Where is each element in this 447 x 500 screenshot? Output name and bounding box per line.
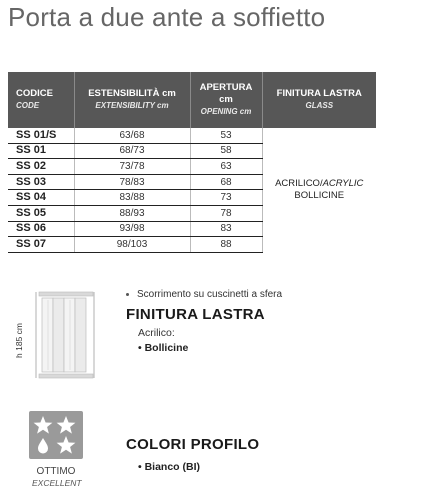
cell-extensibility: 83/88 [74,190,190,206]
feature-text: Scorrimento su cuscinetti a sfera [137,289,283,300]
cell-opening: 68 [190,174,262,190]
cell-glass-finish: ACRILICO/ACRYLIC BOLLICINE [275,178,364,202]
cell-extensibility: 88/93 [74,205,190,221]
table-row [8,128,376,143]
header-extensibility-en: EXTENSIBILITY cm [95,101,169,110]
cell-code: SS 07 [8,237,74,253]
header-code-en: CODE [16,101,40,110]
feature-note [126,289,282,300]
header-glass-en: GLASS [305,101,334,110]
cell-opening: 73 [190,190,262,206]
glass-material-label: Acrilico: [138,327,175,339]
cell-extensibility: 93/98 [74,221,190,237]
cell-code: SS 02 [8,159,74,175]
cell-code: SS 01 [8,143,74,159]
cell-code: SS 05 [8,205,74,221]
rating-en: EXCELLENT [32,478,82,488]
profile-colors-heading: COLORI PROFILO [126,436,260,453]
cell-code: SS 03 [8,174,74,190]
glass-finish-heading: FINITURA LASTRA [126,306,265,323]
cell-code: SS 06 [8,221,74,237]
profile-color-value: • Bianco (BI) [138,461,201,473]
table-header-row [8,72,376,128]
header-opening-en: OPENING cm [200,107,252,116]
header-glass: FINITURA LASTRA GLASS [262,72,376,128]
cell-code: SS 04 [8,190,74,206]
cell-opening: 88 [190,237,262,253]
cell-code: SS 01/S [8,128,74,143]
door-frame [36,292,94,378]
cell-extensibility: 98/103 [74,237,190,253]
page-title: Porta a due ante a soffietto [8,2,326,32]
cell-opening: 83 [190,221,262,237]
cell-opening: 58 [190,143,262,159]
header-opening: APERTURA cm OPENING cm [190,72,262,128]
cell-opening: 53 [190,128,262,143]
header-code: CODICE CODE [8,72,74,128]
cell-opening: 63 [190,159,262,175]
header-extensibility: ESTENSIBILITÀ cm EXTENSIBILITY cm [74,72,190,128]
folding-door-illustration [8,286,103,386]
rating-stars-icon [28,410,84,460]
spec-table [8,72,376,253]
rating-label [32,466,80,488]
cell-extensibility: 78/83 [74,174,190,190]
cell-extensibility: 63/68 [74,128,190,143]
glass-finish-value: • Bollicine [138,342,189,354]
door-height-label: h 185 cm [14,323,24,358]
bullet-icon [126,293,129,296]
cell-opening: 78 [190,205,262,221]
cell-extensibility: 73/78 [74,159,190,175]
cell-extensibility: 68/73 [74,143,190,159]
rating-it: OTTIMO [36,466,76,477]
